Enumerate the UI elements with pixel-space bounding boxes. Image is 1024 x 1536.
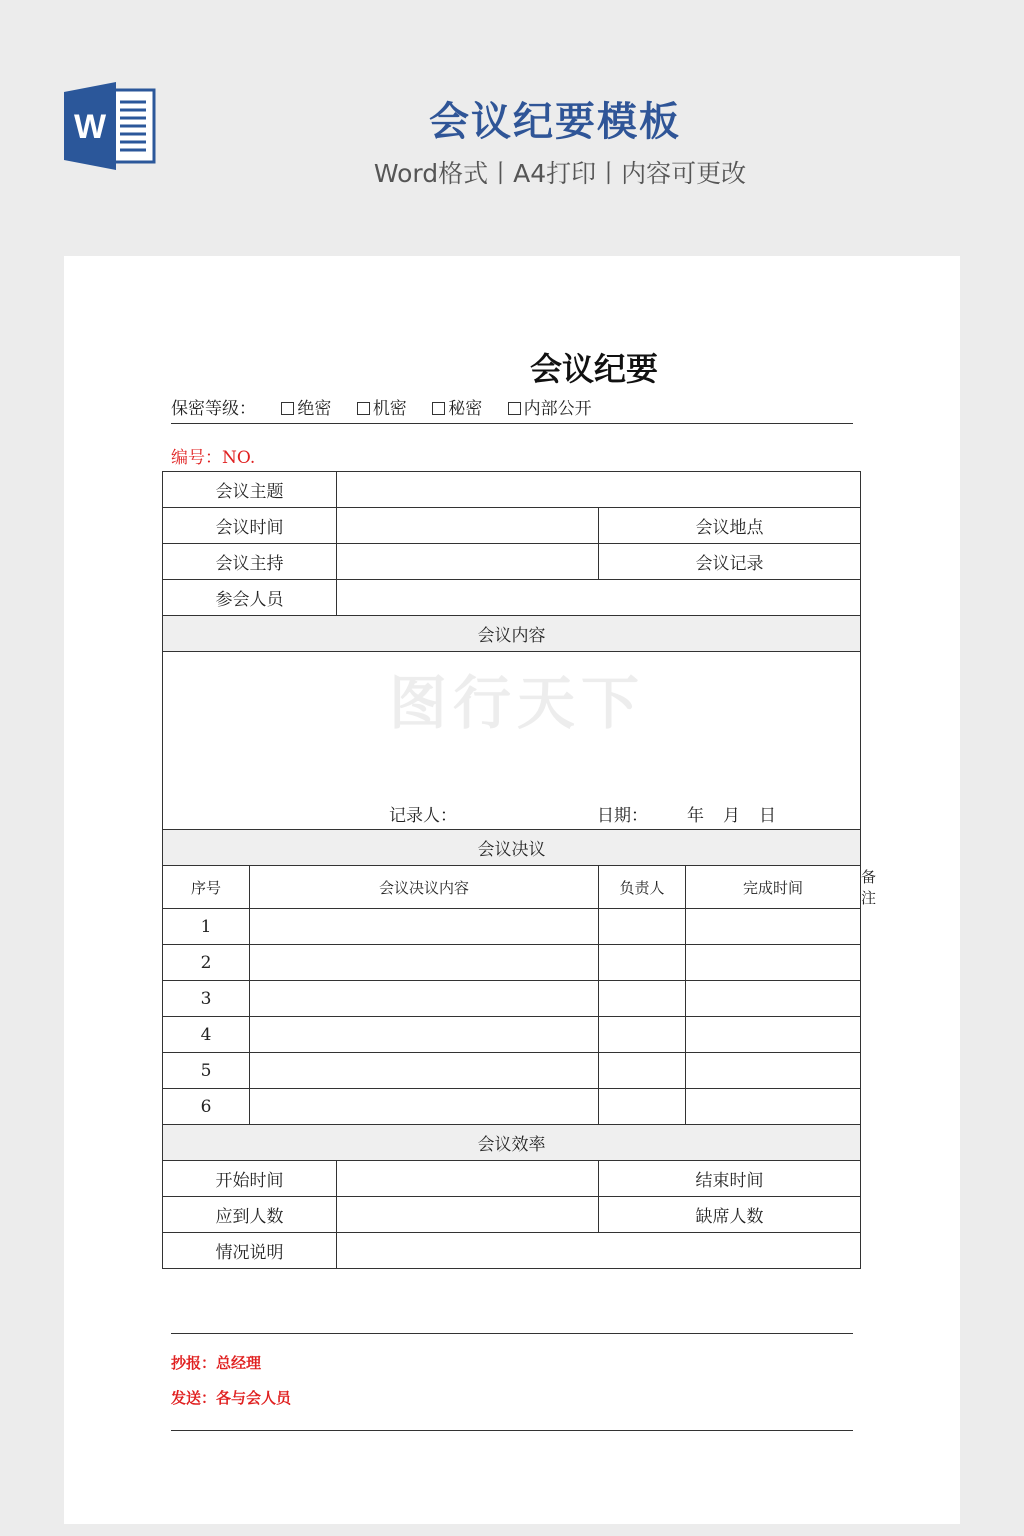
divider — [171, 1333, 853, 1334]
year-label: 年 — [687, 806, 704, 826]
secrecy-label: 保密等级： — [171, 399, 256, 419]
row-index: 3 — [163, 981, 250, 1017]
row-owner[interactable] — [599, 1017, 686, 1053]
row-content[interactable] — [250, 909, 599, 945]
word-icon — [64, 82, 156, 170]
document-title: 会议纪要 — [529, 350, 658, 388]
row-content[interactable] — [250, 1053, 599, 1089]
host-field[interactable] — [337, 544, 599, 580]
attendees-label: 参会人员 — [163, 580, 337, 616]
row-deadline[interactable] — [686, 981, 861, 1017]
start-time-field[interactable] — [337, 1161, 599, 1197]
col-content: 会议决议内容 — [250, 866, 599, 909]
host-label: 会议主持 — [163, 544, 337, 580]
row-owner[interactable] — [599, 981, 686, 1017]
row-index: 5 — [163, 1053, 250, 1089]
location-label: 会议地点 — [599, 508, 861, 544]
table-row — [163, 1053, 861, 1089]
checkbox[interactable] — [508, 402, 521, 415]
efficiency-section-header: 会议效率 — [163, 1125, 861, 1161]
watermark: 图行天下 — [389, 669, 646, 737]
col-deadline: 完成时间 — [686, 866, 861, 909]
table-row — [163, 909, 861, 945]
template-header — [0, 0, 1024, 256]
start-time-label: 开始时间 — [163, 1161, 337, 1197]
month-label: 月 — [723, 806, 740, 826]
secrecy-level — [171, 394, 592, 419]
row-owner[interactable] — [599, 909, 686, 945]
word-logo-letter: W — [73, 108, 107, 146]
row-content[interactable] — [250, 945, 599, 981]
notes-label: 情况说明 — [163, 1233, 337, 1269]
secrecy-option-secret[interactable]: 秘密 — [432, 399, 482, 419]
secrecy-option-confidential[interactable]: 机密 — [357, 399, 407, 419]
absent-count-label: 缺席人数 — [599, 1197, 861, 1233]
row-index: 4 — [163, 1017, 250, 1053]
table-row — [163, 945, 861, 981]
recorder-field-label: 会议记录 — [599, 544, 861, 580]
topic-field[interactable] — [337, 472, 861, 508]
serial-number: 编号：NO. — [171, 448, 256, 468]
content-section-header: 会议内容 — [163, 616, 861, 652]
row-index: 2 — [163, 945, 250, 981]
expected-count-label: 应到人数 — [163, 1197, 337, 1233]
checkbox[interactable] — [432, 402, 445, 415]
secrecy-option-top-secret[interactable]: 绝密 — [281, 399, 331, 419]
row-owner[interactable] — [599, 1053, 686, 1089]
content-field[interactable] — [163, 652, 861, 830]
row-deadline[interactable] — [686, 945, 861, 981]
recorder-label: 记录人： — [389, 806, 457, 826]
row-owner[interactable] — [599, 945, 686, 981]
col-owner: 负责人 — [599, 866, 686, 909]
table-row — [163, 1017, 861, 1053]
meeting-form: 会议主题 会议时间 会议地点 会议主持 会议记录 参会人员 会议内容 记录人： 日期： 年 月 日 会议决议 序号 会议决议内容 负责人 完成时间 备注 1 2 3 4 5 6 会议效率 开始时间 结束时间 应到人数 缺席人数 情况说明 — [162, 471, 861, 1269]
time-label: 会议时间 — [163, 508, 337, 544]
cc-line: 抄报：总经理 — [171, 1354, 262, 1372]
recorder-line — [163, 801, 860, 826]
checkbox[interactable] — [357, 402, 370, 415]
notes-field[interactable] — [337, 1233, 861, 1269]
row-index: 6 — [163, 1089, 250, 1125]
table-row — [163, 1089, 861, 1125]
attendees-field[interactable] — [337, 580, 861, 616]
row-content[interactable] — [250, 981, 599, 1017]
topic-label: 会议主题 — [163, 472, 337, 508]
send-line: 发送：各与会人员 — [171, 1389, 292, 1407]
resolution-section-header: 会议决议 — [163, 830, 861, 866]
date-label: 日期： — [597, 806, 648, 826]
secrecy-option-internal[interactable]: 内部公开 — [508, 399, 592, 419]
expected-count-field[interactable] — [337, 1197, 599, 1233]
time-field[interactable] — [337, 508, 599, 544]
row-deadline[interactable] — [686, 1017, 861, 1053]
divider — [171, 1430, 853, 1431]
divider — [171, 423, 853, 424]
row-content[interactable] — [250, 1089, 599, 1125]
template-title: 会议纪要模板 — [429, 99, 681, 145]
day-label: 日 — [759, 806, 776, 826]
template-subtitle: Word格式丨A4打印丨内容可更改 — [373, 159, 747, 188]
row-deadline[interactable] — [686, 909, 861, 945]
row-index: 1 — [163, 909, 250, 945]
col-index: 序号 — [163, 866, 250, 909]
row-owner[interactable] — [599, 1089, 686, 1125]
table-row — [163, 981, 861, 1017]
row-content[interactable] — [250, 1017, 599, 1053]
row-deadline[interactable] — [686, 1053, 861, 1089]
end-time-label: 结束时间 — [599, 1161, 861, 1197]
checkbox[interactable] — [281, 402, 294, 415]
row-deadline[interactable] — [686, 1089, 861, 1125]
document-page — [64, 256, 960, 1524]
